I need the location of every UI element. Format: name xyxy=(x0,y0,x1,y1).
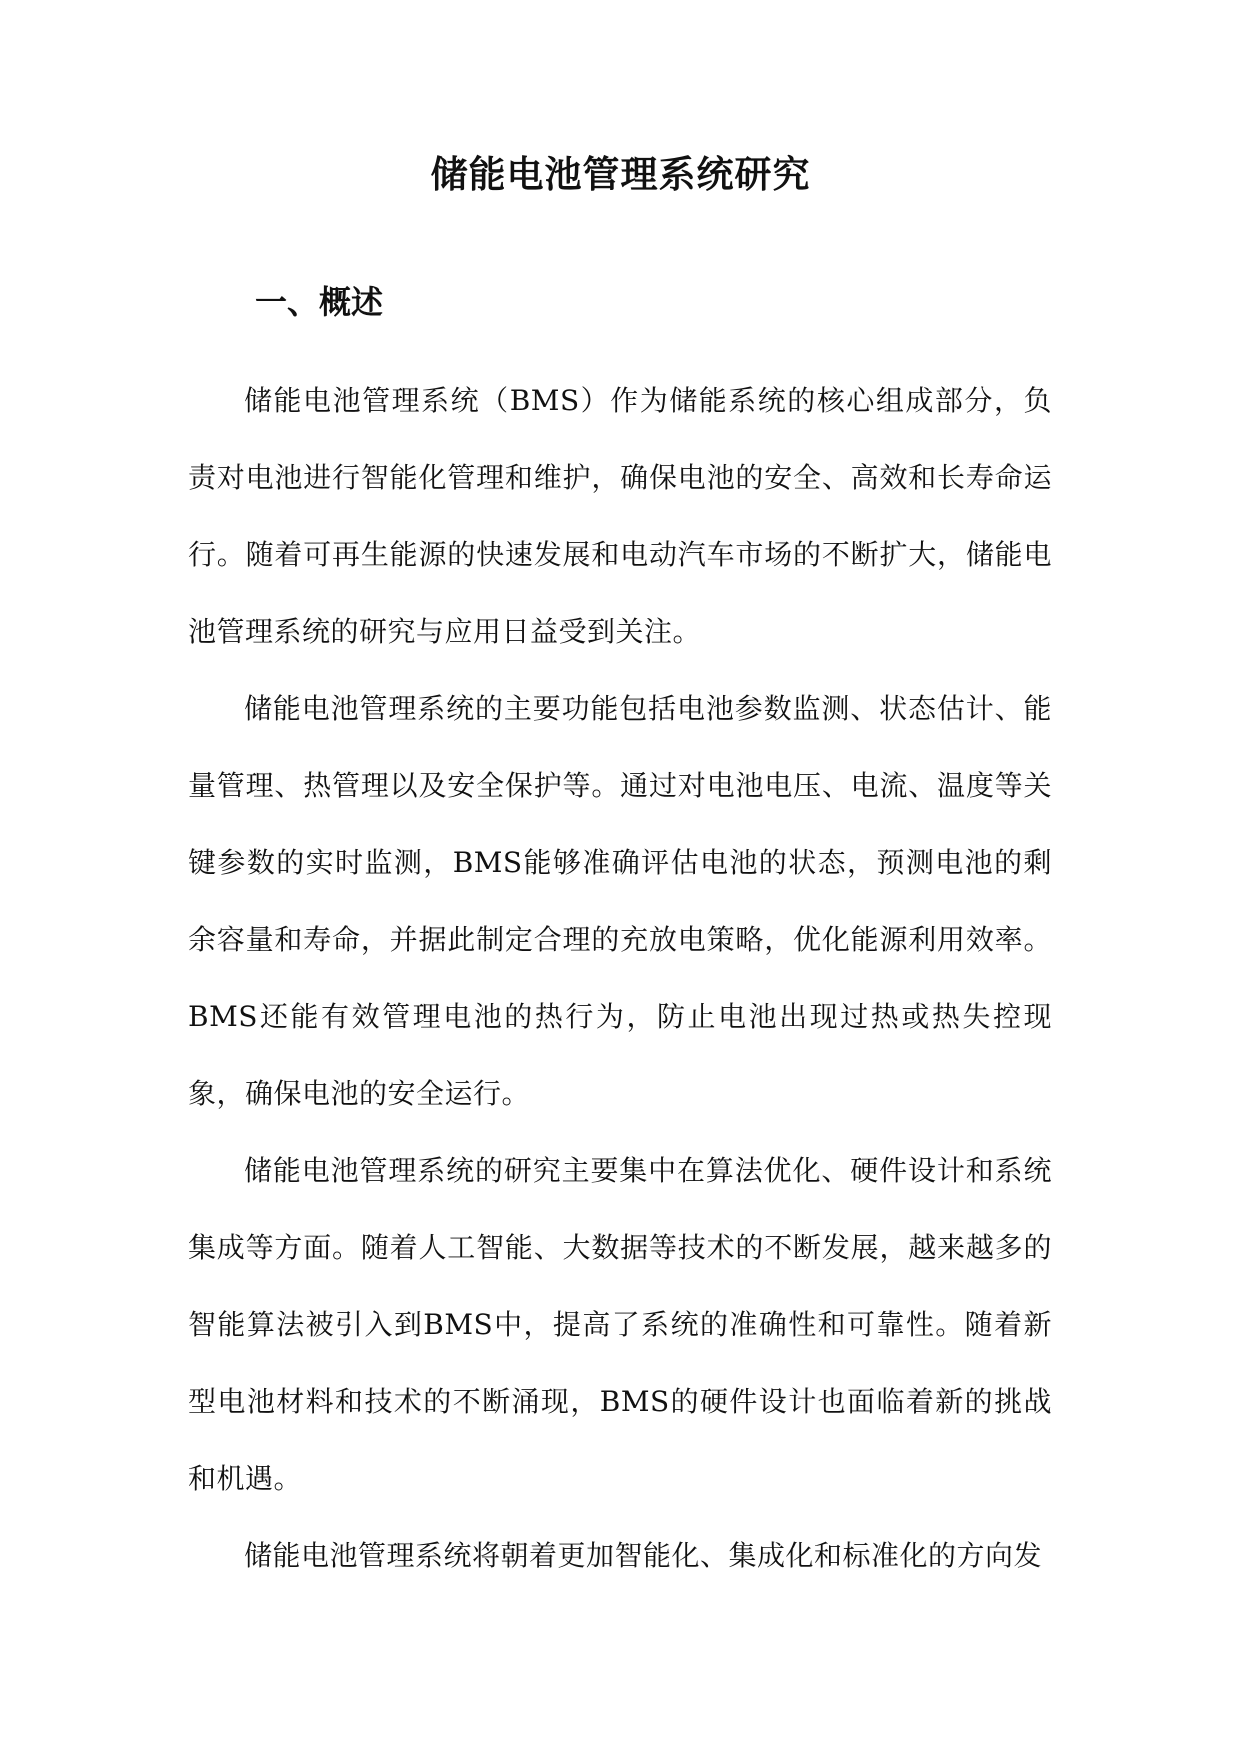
paragraph-2: 储能电池管理系统的主要功能包括电池参数监测、状态估计、能量管理、热管理以及安全保护等。通过对电池电压、电流、温度等关键参数的实时监测，BMS能够准确评估电池的状态，预测电池的剩余容量和寿命，并据此制定合理的充放电策略，优化能源利用效率。BMS还能有效管理电池的热行为，防止电池出现过热或热失控现象，确保电池的安全运行。 xyxy=(188,692,1052,1110)
paragraph-3: 储能电池管理系统的研究主要集中在算法优化、硬件设计和系统集成等方面。随着人工智能、大数据等技术的不断发展，越来越多的智能算法被引入到BMS中，提高了系统的准确性和可靠性。随着新型电池材料和技术的不断涌现，BMS的硬件设计也面临着新的挑战和机遇。 xyxy=(188,1154,1052,1495)
body-text xyxy=(188,362,1052,1594)
document-title: 储能电池管理系统研究 xyxy=(430,153,811,196)
paragraph-1: 储能电池管理系统（BMS）作为储能系统的核心组成部分，负责对电池进行智能化管理和维护，确保电池的安全、高效和长寿命运行。随着可再生能源的快速发展和电动汽车市场的不断扩大，储能电池管理系统的研究与应用日益受到关注。 xyxy=(188,384,1052,648)
section-heading: 一、概述 xyxy=(255,283,384,321)
paragraph-4: 储能电池管理系统将朝着更加智能化、集成化和标准化的方向发 xyxy=(244,1539,1043,1572)
